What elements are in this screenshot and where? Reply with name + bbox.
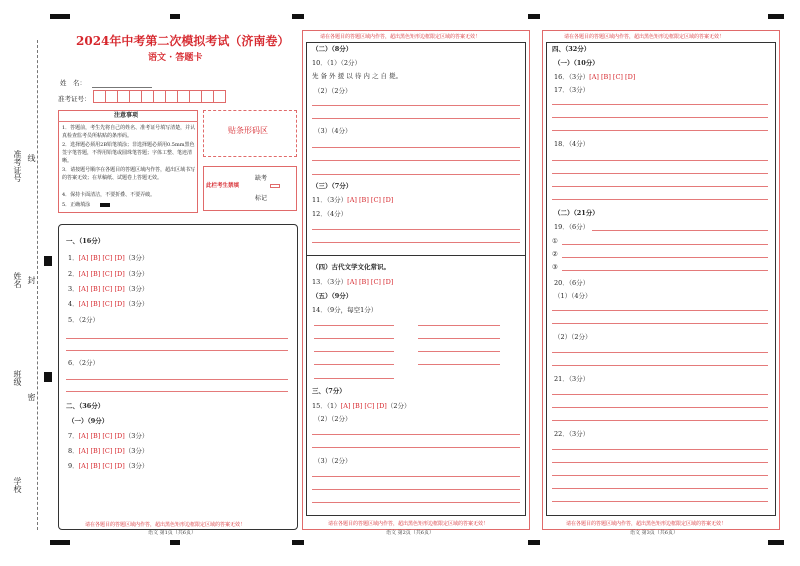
- question-14: 14．（9分，每空1分）: [312, 306, 378, 314]
- position-mark: [44, 256, 52, 266]
- answer-line[interactable]: [552, 462, 768, 463]
- subsection-title: （四）古代文学文化常识。: [312, 263, 390, 271]
- filled-sample: [100, 203, 110, 207]
- section-title: 一、（16分）: [66, 237, 105, 245]
- answer-blank[interactable]: [314, 364, 394, 365]
- notice-item: 1．答题前，考生先将自己的姓名、准考证号填写清楚，并认真检查监考员所粘贴的条形码。: [62, 125, 196, 139]
- answer-line[interactable]: [552, 117, 768, 118]
- page-title: 2024年中考第二次模拟考试（济南卷）: [76, 34, 290, 48]
- section4-title: 四、（32分）: [552, 45, 591, 53]
- subsection-title: （一）（9分）: [68, 417, 109, 425]
- side-label-secret: 密: [27, 393, 36, 401]
- section3-title: 三、（7分）: [312, 387, 346, 395]
- answer-line[interactable]: [552, 323, 768, 324]
- notice-title: 注意事项: [114, 112, 139, 119]
- circle-2: ②: [552, 250, 558, 258]
- answer-blank[interactable]: [418, 364, 500, 365]
- page-footer: 语文 第1页（共6页）: [148, 530, 196, 536]
- question-15[interactable]: 15．（1）[A] [B] [C] [D]（2分）: [312, 402, 411, 410]
- position-mark: [50, 540, 70, 545]
- options: [A] [B] [C] [D]: [78, 254, 125, 262]
- question-4[interactable]: 4．[A] [B] [C] [D]（3分）: [68, 300, 149, 308]
- answer-line[interactable]: [552, 352, 768, 353]
- question-20-1: （1）（4分）: [554, 292, 592, 300]
- side-label-school: 学校: [13, 477, 22, 493]
- options: [A] [B] [C] [D]: [347, 278, 394, 286]
- question-3[interactable]: 3．[A] [B] [C] [D]（3分）: [68, 285, 149, 293]
- answer-line[interactable]: [312, 242, 520, 243]
- side-label-class: 班级: [13, 370, 22, 386]
- answer-line[interactable]: [552, 365, 768, 366]
- circle-1: ①: [552, 237, 558, 245]
- answer-blank[interactable]: [314, 378, 394, 379]
- missing-checkbox[interactable]: [270, 184, 280, 188]
- side-label-seal: 封: [27, 276, 36, 284]
- options: [A] [B] [C] [D]: [340, 402, 387, 410]
- section2-title: 二、（36分）: [66, 402, 105, 410]
- mark-label: 标记: [255, 195, 268, 202]
- question-19: 19．（6分）: [554, 223, 590, 231]
- question-7[interactable]: 7．[A] [B] [C] [D]（3分）: [68, 432, 149, 440]
- answer-line[interactable]: [592, 230, 768, 231]
- question-18: 18．（4分）: [554, 140, 590, 148]
- question-22: 22．（3分）: [554, 430, 590, 438]
- warning-text: 请在各题目的答题区域内作答，超出黑色矩形边框限定区域的答案无效！: [566, 521, 727, 527]
- question-10-text: 先 备 外 援 以 待 内 之 自 毙。: [312, 72, 403, 80]
- name-label: 姓 名：: [60, 79, 86, 87]
- answer-line[interactable]: [552, 420, 768, 421]
- answer-line[interactable]: [312, 118, 520, 119]
- answer-line[interactable]: [312, 160, 520, 161]
- answer-line[interactable]: [552, 501, 768, 502]
- question-15-2: （2）（2分）: [314, 415, 352, 423]
- answer-line[interactable]: [552, 449, 768, 450]
- options: [A] [B] [C] [D]: [78, 432, 125, 440]
- notice-item: 2．选择题必须用2B铅笔填涂；非选择题必须用0.5mm黑色签字笔答题，不得用铅笔或圆珠笔答题；字体工整、笔迹清晰。: [62, 142, 195, 164]
- answer-line[interactable]: [552, 310, 768, 311]
- answer-line[interactable]: [66, 350, 288, 351]
- answer-blank[interactable]: [418, 338, 500, 339]
- side-label-id: 准考证号: [13, 150, 22, 182]
- question-13[interactable]: 13．（3分）[A] [B] [C] [D]: [312, 278, 394, 286]
- options: [A] [B] [C] [D]: [347, 196, 394, 204]
- answer-blank[interactable]: [314, 325, 394, 326]
- answer-line[interactable]: [552, 160, 768, 161]
- subsection-title: （一）（10分）: [554, 59, 599, 67]
- options: [A] [B] [C] [D]: [589, 73, 636, 81]
- question-2[interactable]: 2．[A] [B] [C] [D]（3分）: [68, 270, 149, 278]
- question-10-2: （2）（2分）: [314, 87, 352, 95]
- answer-line[interactable]: [552, 407, 768, 408]
- answer-blank[interactable]: [418, 325, 500, 326]
- answer-blank[interactable]: [314, 351, 394, 352]
- answer-line[interactable]: [312, 502, 520, 503]
- options: [A] [B] [C] [D]: [78, 300, 125, 308]
- answer-line[interactable]: [66, 338, 288, 339]
- options: [A] [B] [C] [D]: [78, 447, 125, 455]
- question-11[interactable]: 11．（3分）[A] [B] [C] [D]: [312, 196, 394, 204]
- side-label-name: 姓名: [13, 272, 22, 288]
- answer-line[interactable]: [562, 257, 768, 258]
- answer-line[interactable]: [552, 104, 768, 105]
- position-mark: [50, 14, 70, 19]
- position-mark: [528, 14, 540, 19]
- question-21: 21．（3分）: [554, 375, 590, 383]
- position-mark: [292, 14, 304, 19]
- question-20-2: （2）（2分）: [554, 333, 592, 341]
- position-mark: [768, 540, 784, 545]
- answer-line[interactable]: [552, 130, 768, 131]
- answer-line[interactable]: [66, 379, 288, 380]
- question-1[interactable]: 1．[A] [B] [C] [D]（3分）: [68, 254, 149, 262]
- name-field[interactable]: [92, 87, 152, 88]
- question-17: 17．（3分）: [554, 86, 590, 94]
- question-12: 12．（4分）: [312, 210, 348, 218]
- question-16[interactable]: 16．（3分）[A] [B] [C] [D]: [554, 73, 636, 81]
- answer-line[interactable]: [312, 434, 520, 435]
- page-footer: 语文 第3页（共6页）: [630, 530, 678, 536]
- question-8[interactable]: 8．[A] [B] [C] [D]（3分）: [68, 447, 149, 455]
- answer-line[interactable]: [312, 147, 520, 148]
- answer-line[interactable]: [552, 186, 768, 187]
- section-divider: [306, 255, 526, 256]
- answer-line[interactable]: [312, 174, 520, 175]
- missing-label: 缺考: [255, 175, 268, 182]
- answer-line[interactable]: [312, 105, 520, 106]
- notice-item: 5．正确填涂: [62, 202, 91, 208]
- position-mark: [170, 540, 180, 545]
- question-10-3: （3）（4分）: [314, 127, 352, 135]
- id-label: 准考证号：: [58, 95, 91, 103]
- position-mark: [292, 540, 304, 545]
- subsection-title: （三）（7分）: [312, 182, 353, 190]
- warning-text: 请在各题目的答题区域内作答，超出黑色矩形边框限定区域的答案无效！: [564, 34, 725, 40]
- question-6: 6．（2分）: [68, 359, 100, 367]
- answer-line[interactable]: [66, 391, 288, 392]
- circle-3: ③: [552, 263, 558, 271]
- subsection-title: （二）（21分）: [554, 209, 599, 217]
- question-5: 5．（2分）: [68, 316, 100, 324]
- answer-blank[interactable]: [418, 351, 500, 352]
- subsection-title: （二）（8分）: [312, 45, 353, 53]
- binding-line: [37, 40, 38, 530]
- answer-blank[interactable]: [314, 338, 394, 339]
- answer-line[interactable]: [312, 476, 520, 477]
- answer-line[interactable]: [312, 229, 520, 230]
- options: [A] [B] [C] [D]: [78, 462, 125, 470]
- page-subtitle: 语文 · 答题卡: [148, 53, 203, 63]
- answer-line[interactable]: [552, 199, 768, 200]
- page-footer: 语文 第2页（共6页）: [386, 530, 434, 536]
- side-label-line: 线: [27, 154, 36, 162]
- notice-item: 3．请按题号顺序在各题目的答题区域内作答，超出区域书写的答案无效；在草稿纸、试题卷上答题无效。: [62, 167, 196, 181]
- answer-line[interactable]: [552, 394, 768, 395]
- question-10: 10．（1）（2分）: [312, 59, 362, 67]
- warning-text: 请在各题目的答题区域内作答，超出黑色矩形边框限定区域的答案无效！: [328, 521, 489, 527]
- answer-line[interactable]: [312, 489, 520, 490]
- options: [A] [B] [C] [D]: [78, 285, 125, 293]
- position-mark: [44, 372, 52, 382]
- answer-line[interactable]: [552, 488, 768, 489]
- answer-line[interactable]: [562, 270, 768, 271]
- question-20: 20．（6分）: [554, 279, 590, 287]
- question-15-3: （3）（2分）: [314, 457, 352, 465]
- forbidden-label: 此栏考生禁填: [206, 183, 240, 189]
- position-mark: [170, 14, 180, 19]
- id-number-grid[interactable]: [93, 90, 225, 103]
- answer-line[interactable]: [312, 447, 520, 448]
- options: [A] [B] [C] [D]: [78, 270, 125, 278]
- position-mark: [528, 540, 540, 545]
- question-9[interactable]: 9．[A] [B] [C] [D]（3分）: [68, 462, 149, 470]
- notice-item: 4．保持卡面清洁，不要折叠、不要弄破。: [62, 192, 156, 198]
- subsection-title: （五）（9分）: [312, 292, 353, 300]
- barcode-label: 贴条形码区: [228, 126, 268, 135]
- answer-line[interactable]: [562, 244, 768, 245]
- answer-line[interactable]: [552, 173, 768, 174]
- position-mark: [768, 14, 784, 19]
- answer-line[interactable]: [552, 475, 768, 476]
- warning-text: 请在各题目的答题区域内作答，超出黑色矩形边框限定区域的答案无效！: [85, 522, 246, 528]
- warning-text: 请在各题目的答题区域内作答，超出黑色矩形边框限定区域的答案无效！: [320, 34, 481, 40]
